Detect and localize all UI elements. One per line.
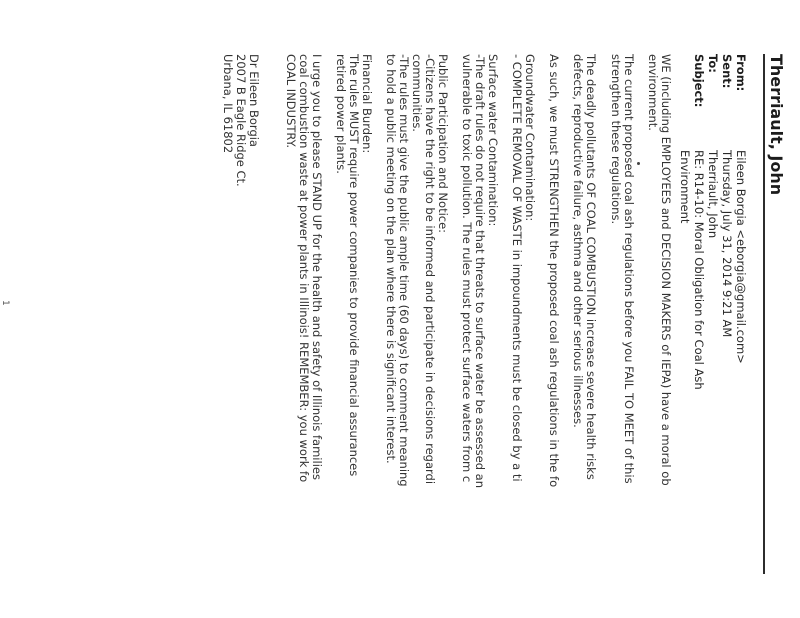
sent-value: Thursday, July 31, 2014 9:21 AM xyxy=(720,150,734,338)
section-heading: Public Participation and Notice: xyxy=(436,54,450,234)
subject-value: RE: R14-10: Moral Obligation for Coal Ash xyxy=(692,150,706,390)
signature-street: 2007 B Eagle Ridge Ct. xyxy=(234,54,248,187)
body-line: WE (including EMPLOYEES and DECISION MAKERS of IEPA) have a moral ob xyxy=(659,54,673,486)
section-heading: Financial Burden: xyxy=(360,54,374,154)
page-number: 1 xyxy=(0,300,10,306)
title-divider xyxy=(763,54,765,574)
from-label: From: xyxy=(734,54,748,92)
body-line: environment. xyxy=(646,54,660,131)
body-line: strengthen these regulations. xyxy=(609,54,623,225)
body-line: I urge you to please STAND UP for the health and safety of Illinois families xyxy=(310,54,324,480)
body-line: retired power plants. xyxy=(334,54,348,174)
body-line: The deadly pollutants OF COAL COMBUSTION increase severe health risks xyxy=(584,54,598,480)
body-line: The current proposed coal ash regulations before you FAIL TO MEET of this xyxy=(622,54,636,484)
section-heading: Surface water Contamination: xyxy=(486,54,500,227)
subject-value-continued: Environment xyxy=(678,150,692,224)
body-line: -The rules must give the public ample time (60 days) to comment meaning xyxy=(397,54,411,487)
body-line: As such, we must STRENGTHEN the proposed coal ash regulations in the fo xyxy=(547,54,561,488)
page-title: Therriault, John xyxy=(767,54,786,196)
subject-label: Subject: xyxy=(692,54,706,108)
body-line: defects, reproductive failure, asthma and other serious illnesses. xyxy=(571,54,585,428)
body-line: The rules MUST require power companies to provide financial assurances xyxy=(347,54,361,477)
body-line: vulnerable to toxic pollution. The rules must protect surface waters from c xyxy=(460,54,474,483)
body-line: -Citizens have the right to be informed and participate in decisions regardi xyxy=(423,54,437,485)
signature-name: Dr Eileen Borgia xyxy=(247,54,261,147)
body-line: -The draft rules do not require that threats to surface water be assessed an xyxy=(473,54,487,489)
sent-label: Sent: xyxy=(720,54,734,89)
signature-city: Urbana, IL 61802 xyxy=(221,54,235,154)
from-value: Eileen Borgia <eborgia@gmail.com> xyxy=(734,150,748,364)
to-label: To: xyxy=(706,54,720,73)
scan-speck xyxy=(637,162,640,165)
body-line: communities. xyxy=(410,54,424,132)
to-value: Therriault, John xyxy=(706,150,720,239)
body-line: COAL INDUSTRY. xyxy=(284,54,298,149)
body-line: to hold a public meeting on the plan where there is significant interest. xyxy=(384,54,398,464)
body-line: coal combustion waste at power plants in Illinois! REMEMBER: you work fo xyxy=(297,54,311,483)
body-line: - COMPLETE REMOVAL OF WASTE in impoundments must be closed by a ti xyxy=(510,54,524,482)
section-heading: Groundwater Contamination: xyxy=(523,54,537,222)
